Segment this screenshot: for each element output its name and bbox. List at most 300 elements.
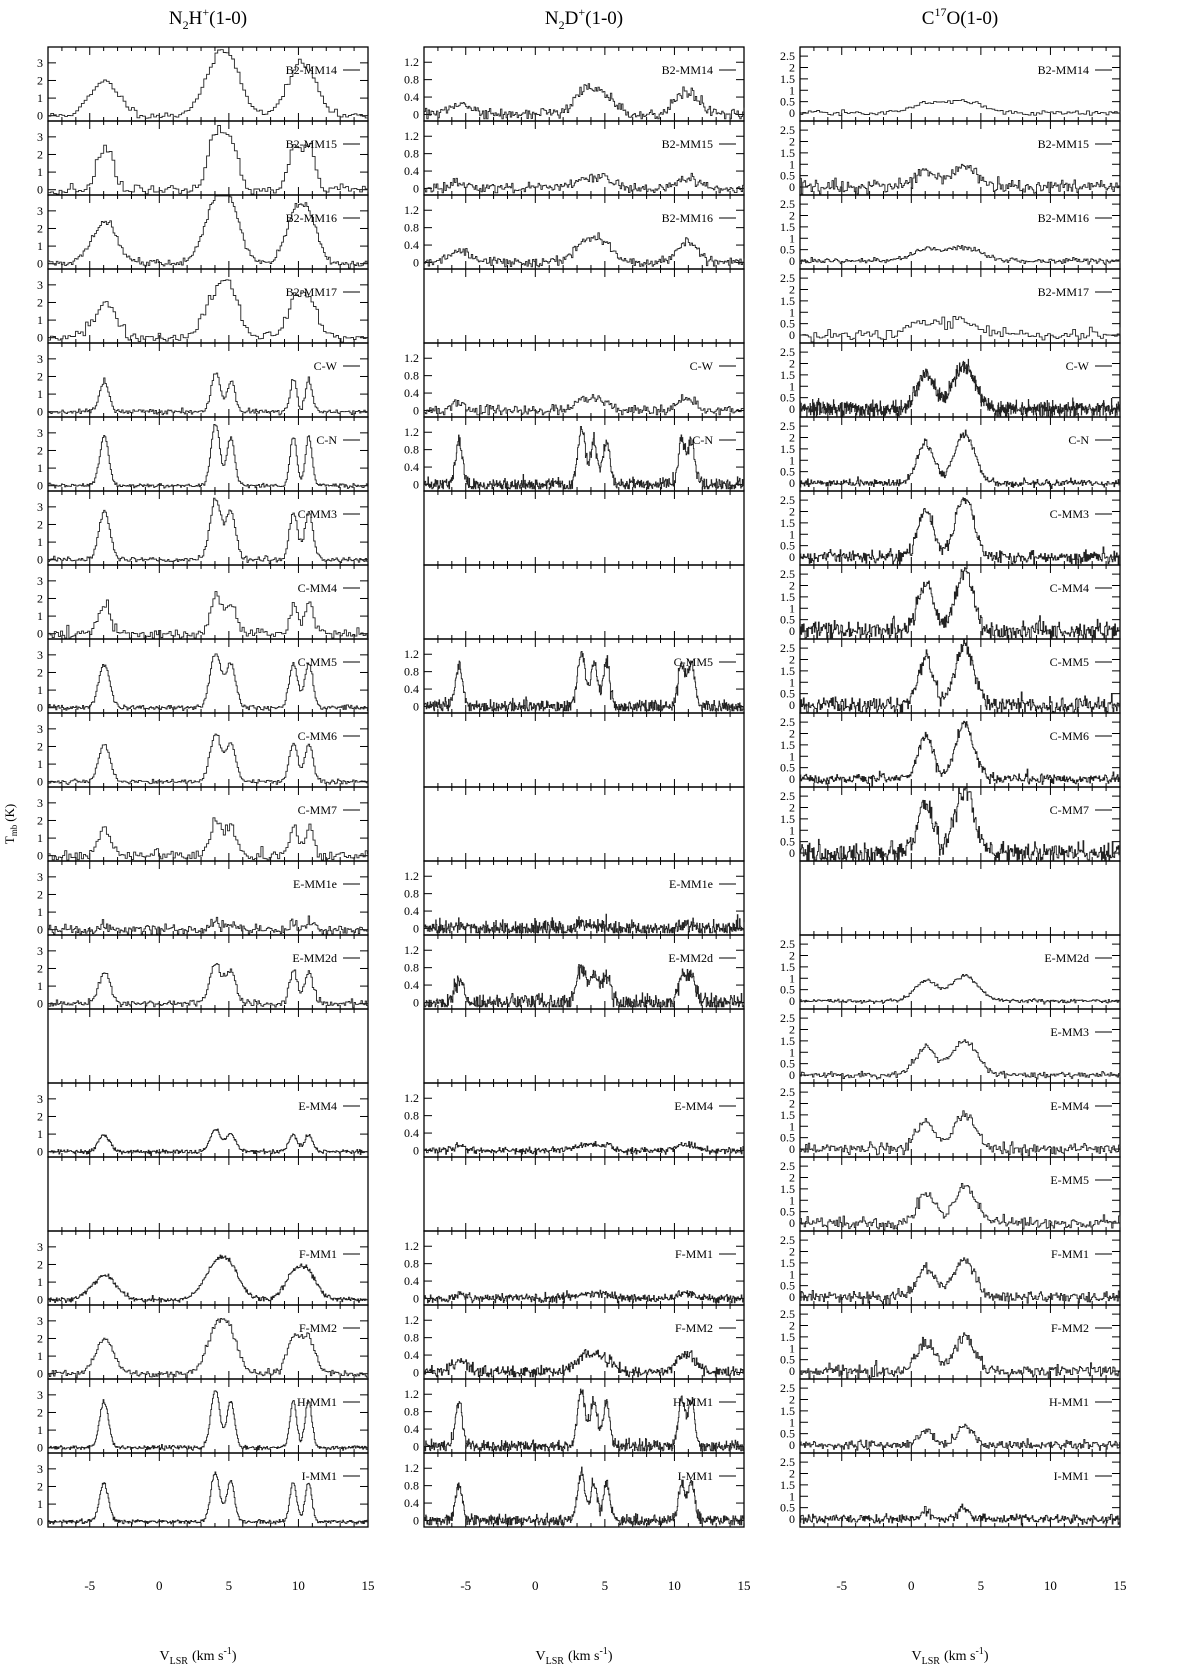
- y-tick-label: 1: [37, 905, 43, 920]
- spectrum-line: [800, 317, 1120, 342]
- x-tick-label: -5: [460, 1578, 472, 1593]
- spectrum-panel: [37, 121, 368, 197]
- spectrum-panel: [780, 195, 1120, 269]
- y-tick-label: 0.4: [404, 90, 419, 105]
- y-tick-label: 2: [789, 1022, 795, 1037]
- y-tick-label: 0: [789, 846, 795, 861]
- y-tick-label: 1.2: [404, 1461, 419, 1476]
- y-tick-label: 0: [37, 1514, 43, 1529]
- x-tick-label: 0: [532, 1578, 539, 1593]
- y-tick-label: 0: [413, 1291, 419, 1306]
- spectrum-line: [424, 233, 744, 267]
- y-tick-label: 0.5: [780, 1056, 795, 1071]
- source-label: E-MM1e: [669, 877, 713, 891]
- source-label: F-MM2: [1050, 1321, 1089, 1335]
- y-tick-label: 2: [789, 282, 795, 297]
- source-label: C-MM6: [1049, 729, 1089, 743]
- y-tick-label: 0: [789, 772, 795, 787]
- panel-frame: [800, 861, 1120, 935]
- panel-frame: [424, 121, 744, 195]
- y-tick-label: 2: [789, 1392, 795, 1407]
- spectrum-line: [800, 1040, 1120, 1079]
- x-tick-label: -5: [836, 1578, 848, 1593]
- y-tick-label: 2: [37, 1331, 43, 1346]
- y-tick-label: 1: [37, 239, 43, 254]
- y-tick-label: 2: [789, 652, 795, 667]
- source-label: C-MM5: [673, 655, 713, 669]
- panel-frame: [48, 1009, 368, 1083]
- x-tick-label: 10: [667, 1578, 681, 1593]
- spectrum-panel: [404, 1453, 744, 1527]
- x-tick-label: 0: [908, 1578, 915, 1593]
- y-tick-label: 1: [789, 675, 795, 690]
- y-tick-label: 2.5: [780, 123, 795, 138]
- panel-frame: [800, 639, 1120, 713]
- x-tick-label: 15: [361, 1578, 375, 1593]
- source-label: B2-MM14: [661, 63, 713, 77]
- y-tick-label: 0.8: [404, 664, 419, 679]
- y-tick-label: 0: [789, 106, 795, 121]
- y-tick-label: 2.5: [780, 1455, 795, 1470]
- panel-frame: [800, 47, 1120, 121]
- y-tick-label: 1: [789, 379, 795, 394]
- spectrum-panel: [780, 343, 1120, 417]
- y-tick-label: 1: [789, 1489, 795, 1504]
- spectrum-panel: [780, 1083, 1120, 1157]
- spectrum-panel: [780, 417, 1120, 491]
- panel-frame: [424, 491, 744, 565]
- panel-frame: [48, 861, 368, 935]
- spectrum-line: [48, 964, 368, 1008]
- panel-frame: [424, 417, 744, 491]
- spectrum-line: [48, 1129, 368, 1156]
- spectrum-panel: [37, 417, 368, 493]
- panel-frame: [48, 639, 368, 713]
- spectrum-line: [800, 1333, 1119, 1378]
- source-label: E-MM2d: [292, 951, 337, 965]
- y-tick-label: 2: [789, 430, 795, 445]
- y-tick-label: 3: [37, 499, 43, 514]
- y-tick-label: 1: [789, 971, 795, 986]
- spectrum-line: [800, 1183, 1120, 1230]
- panel-frame: [424, 1009, 744, 1083]
- spectrum-panel: [780, 47, 1120, 121]
- source-label: F-MM1: [1050, 1247, 1089, 1261]
- spectrum-line: [800, 974, 1119, 1004]
- source-label: B2-MM15: [661, 137, 713, 151]
- panel-frame: [48, 269, 368, 343]
- panel-frame: [800, 195, 1120, 269]
- y-tick-label: 0: [413, 181, 419, 196]
- y-tick-label: 3: [37, 351, 43, 366]
- empty-panel: [424, 1157, 744, 1231]
- spectrum-panel: [780, 565, 1120, 639]
- source-label: C-N: [1068, 433, 1089, 447]
- x-tick-label: 15: [737, 1578, 751, 1593]
- y-tick-label: 1: [37, 1349, 43, 1364]
- source-label: C-MM3: [1049, 507, 1089, 521]
- y-tick-label: 2: [789, 1096, 795, 1111]
- source-label: C-W: [689, 359, 713, 373]
- y-tick-label: 0: [789, 180, 795, 195]
- source-label: B2-MM16: [1037, 211, 1089, 225]
- y-tick-label: 0: [37, 1292, 43, 1307]
- spectrum-panel: [404, 935, 744, 1009]
- spectrum-panel: [37, 639, 368, 715]
- y-tick-label: 3: [37, 55, 43, 70]
- y-tick-label: 0.8: [404, 886, 419, 901]
- panel-frame: [800, 417, 1120, 491]
- y-tick-label: 0.8: [404, 1404, 419, 1419]
- y-tick-label: 2: [37, 1257, 43, 1272]
- y-tick-label: 2: [37, 221, 43, 236]
- column-title: $N_2H^+(1-0)$: [168, 5, 248, 32]
- spectrum-line: [424, 1142, 744, 1155]
- spectrum-panel: [37, 787, 368, 863]
- y-tick-label: 2: [789, 1170, 795, 1185]
- spectrum-panel: [37, 1083, 368, 1159]
- spectrum-line: [48, 50, 368, 119]
- panel-frame: [424, 269, 744, 343]
- spectrum-panel: [780, 935, 1120, 1009]
- source-label: C-MM3: [297, 507, 337, 521]
- spectrum-panel: [37, 343, 368, 419]
- y-tick-label: 0: [37, 330, 43, 345]
- panel-frame: [800, 121, 1120, 195]
- y-tick-label: 0.5: [780, 612, 795, 627]
- y-tick-label: 1: [789, 453, 795, 468]
- y-tick-label: 2: [37, 739, 43, 754]
- y-tick-label: 0.4: [404, 164, 419, 179]
- y-tick-label: 2: [789, 1244, 795, 1259]
- y-tick-label: 1.5: [780, 145, 795, 160]
- y-tick-label: 0.8: [404, 1330, 419, 1345]
- y-tick-label: 0: [789, 1512, 795, 1527]
- y-tick-label: 1.2: [404, 647, 419, 662]
- y-tick-label: 0.5: [780, 464, 795, 479]
- y-tick-label: 0: [37, 478, 43, 493]
- panel-frame: [48, 491, 368, 565]
- x-axis-label: $V_{LSR}$ (km $s^{-1}$): [535, 1646, 613, 1667]
- x-tick-label: 0: [156, 1578, 163, 1593]
- panel-frame: [424, 1083, 744, 1157]
- y-tick-label: 2.5: [780, 345, 795, 360]
- y-tick-label: 1: [789, 823, 795, 838]
- y-tick-label: 0: [413, 255, 419, 270]
- spectrum-line: [424, 914, 744, 933]
- y-tick-label: 0: [789, 1142, 795, 1157]
- y-tick-label: 1: [789, 601, 795, 616]
- panel-frame: [800, 269, 1120, 343]
- source-label: F-MM2: [674, 1321, 713, 1335]
- y-tick-label: 0.4: [404, 1422, 419, 1437]
- y-tick-label: 2: [37, 591, 43, 606]
- y-tick-label: 1: [789, 231, 795, 246]
- panel-frame: [424, 195, 744, 269]
- panel-frame: [48, 1231, 368, 1305]
- y-tick-label: 1.5: [780, 1329, 795, 1344]
- spectrum-line: [48, 916, 368, 934]
- spectrum-panel: [780, 639, 1120, 713]
- y-tick-label: 2: [37, 665, 43, 680]
- panel-frame: [48, 417, 368, 491]
- panel-frame: [48, 787, 368, 861]
- column-title: $C^{17}O(1-0)$: [921, 5, 999, 29]
- source-label: I-MM1: [301, 1469, 337, 1483]
- source-label: C-MM7: [297, 803, 337, 817]
- y-tick-label: 2: [789, 134, 795, 149]
- spectrum-line: [800, 1111, 1120, 1156]
- spectrum-line: [800, 640, 1120, 712]
- source-label: C-MM5: [297, 655, 337, 669]
- x-tick-label: 15: [1113, 1578, 1127, 1593]
- y-tick-label: 2: [37, 443, 43, 458]
- y-tick-label: 0.5: [780, 1500, 795, 1515]
- y-tick-label: 1.2: [404, 425, 419, 440]
- y-tick-label: 3: [37, 1313, 43, 1328]
- spectrum-line: [48, 818, 367, 860]
- spectrum-line: [424, 84, 744, 119]
- y-tick-label: 0: [37, 108, 43, 123]
- panel-frame: [424, 343, 744, 417]
- y-tick-label: 1.5: [780, 1107, 795, 1122]
- y-tick-label: 0: [789, 1364, 795, 1379]
- y-tick-label: 3: [37, 1387, 43, 1402]
- y-tick-label: 0.4: [404, 978, 419, 993]
- y-tick-label: 0: [413, 477, 419, 492]
- source-label: B2-MM16: [661, 211, 713, 225]
- y-tick-label: 1.2: [404, 351, 419, 366]
- panel-frame: [800, 935, 1120, 1009]
- y-tick-label: 2: [789, 1318, 795, 1333]
- y-tick-label: 0: [413, 403, 419, 418]
- y-tick-label: 2.5: [780, 715, 795, 730]
- x-axis-label: $V_{LSR}$ (km $s^{-1}$): [911, 1646, 989, 1667]
- spectrum-line: [800, 164, 1120, 194]
- y-tick-label: 0.5: [780, 242, 795, 257]
- y-tick-label: 1: [789, 1415, 795, 1430]
- y-tick-label: 2.5: [780, 937, 795, 952]
- y-tick-label: 1.5: [780, 1477, 795, 1492]
- source-label: E-MM3: [1050, 1025, 1089, 1039]
- y-tick-label: 0: [37, 552, 43, 567]
- y-tick-label: 1: [37, 831, 43, 846]
- y-tick-label: 1: [789, 305, 795, 320]
- spectrum-line: [48, 1255, 368, 1303]
- spectrum-panel: [404, 121, 744, 195]
- spectrum-line: [48, 592, 367, 639]
- y-tick-label: 3: [37, 869, 43, 884]
- y-tick-label: 0: [789, 1438, 795, 1453]
- panel-frame: [424, 565, 744, 639]
- y-axis-label: $T_{mb}(K)$: [2, 803, 19, 845]
- source-label: I-MM1: [677, 1469, 713, 1483]
- panel-frame: [424, 713, 744, 787]
- y-tick-label: 0: [37, 626, 43, 641]
- y-tick-label: 1.5: [780, 663, 795, 678]
- y-tick-label: 2.5: [780, 1011, 795, 1026]
- y-tick-label: 2.5: [780, 567, 795, 582]
- y-tick-label: 1.5: [780, 367, 795, 382]
- y-tick-label: 0.5: [780, 1426, 795, 1441]
- y-tick-label: 0: [789, 994, 795, 1009]
- spectrum-panel: [780, 1453, 1120, 1527]
- y-tick-label: 0.4: [404, 1496, 419, 1511]
- y-tick-label: 1: [789, 157, 795, 172]
- y-tick-label: 2: [37, 961, 43, 976]
- source-label: C-MM4: [297, 581, 337, 595]
- panel-frame: [424, 1157, 744, 1231]
- spectrum-line: [800, 246, 1120, 265]
- y-tick-label: 2.5: [780, 1159, 795, 1174]
- panel-frame: [424, 787, 744, 861]
- spectrum-line: [48, 373, 368, 415]
- y-tick-label: 0: [37, 922, 43, 937]
- empty-panel: [48, 1009, 368, 1083]
- y-tick-label: 2: [789, 578, 795, 593]
- y-tick-label: 3: [37, 1091, 43, 1106]
- y-tick-label: 0: [413, 107, 419, 122]
- source-label: B2-MM14: [1037, 63, 1089, 77]
- y-tick-label: 0.8: [404, 146, 419, 161]
- x-tick-label: 5: [977, 1578, 985, 1593]
- y-tick-label: 0.5: [780, 168, 795, 183]
- spectrum-line: [424, 395, 744, 415]
- source-label: C-MM6: [297, 729, 337, 743]
- y-tick-label: 0: [413, 1143, 419, 1158]
- y-tick-label: 0: [789, 328, 795, 343]
- y-tick-label: 0.4: [404, 238, 419, 253]
- source-label: B2-MM15: [285, 137, 337, 151]
- y-tick-label: 1.2: [404, 1313, 419, 1328]
- y-tick-label: 3: [37, 795, 43, 810]
- empty-panel: [424, 1009, 744, 1083]
- y-tick-label: 1.5: [780, 1403, 795, 1418]
- source-label: C-W: [313, 359, 337, 373]
- y-tick-label: 3: [37, 129, 43, 144]
- y-tick-label: 2.5: [780, 1381, 795, 1396]
- panel-frame: [48, 713, 368, 787]
- y-tick-label: 1: [37, 1423, 43, 1438]
- y-tick-label: 1.5: [780, 71, 795, 86]
- y-tick-label: 1.5: [780, 589, 795, 604]
- spectrum-panel: [404, 47, 744, 121]
- empty-panel: [424, 491, 744, 565]
- spectrum-panel: [37, 1231, 368, 1307]
- y-tick-label: 3: [37, 277, 43, 292]
- x-tick-label: 5: [601, 1578, 609, 1593]
- y-tick-label: 1: [37, 757, 43, 772]
- x-tick-label: -5: [84, 1578, 96, 1593]
- y-tick-label: 0.5: [780, 1278, 795, 1293]
- y-tick-label: 2: [37, 517, 43, 532]
- y-tick-label: 0.8: [404, 368, 419, 383]
- panel-frame: [800, 1157, 1120, 1231]
- spectrum-line: [48, 196, 367, 268]
- spectrum-panel: [37, 47, 368, 123]
- source-label: C-MM4: [1049, 581, 1089, 595]
- y-tick-label: 1: [37, 165, 43, 180]
- panel-frame: [48, 1157, 368, 1231]
- y-tick-label: 1: [789, 1045, 795, 1060]
- y-tick-label: 1: [789, 1341, 795, 1356]
- spectrum-line: [800, 568, 1120, 638]
- y-tick-label: 0: [789, 254, 795, 269]
- y-tick-label: 0: [37, 256, 43, 271]
- y-tick-label: 3: [37, 425, 43, 440]
- empty-panel: [48, 1157, 368, 1231]
- y-tick-label: 1: [789, 1119, 795, 1134]
- y-tick-label: 0: [37, 1366, 43, 1381]
- spectrum-line: [48, 126, 368, 195]
- spectra-column: [780, 5, 1127, 1667]
- y-tick-label: 0.8: [404, 442, 419, 457]
- y-tick-label: 2: [37, 369, 43, 384]
- spectrum-panel: [37, 861, 368, 937]
- y-tick-label: 0.4: [404, 904, 419, 919]
- x-tick-label: 5: [225, 1578, 233, 1593]
- source-label: C-MM7: [1049, 803, 1089, 817]
- y-tick-label: 0.8: [404, 72, 419, 87]
- panel-frame: [800, 1231, 1120, 1305]
- empty-panel: [424, 269, 744, 343]
- y-tick-label: 0.4: [404, 460, 419, 475]
- source-label: F-MM2: [298, 1321, 337, 1335]
- y-tick-label: 2: [37, 1479, 43, 1494]
- y-tick-label: 2.5: [780, 789, 795, 804]
- spectrum-line: [800, 1424, 1119, 1450]
- source-label: B2-MM15: [1037, 137, 1089, 151]
- source-label: E-MM4: [1050, 1099, 1089, 1113]
- panel-frame: [48, 121, 368, 195]
- y-tick-label: 1.5: [780, 293, 795, 308]
- empty-panel: [800, 861, 1120, 935]
- y-tick-label: 1: [37, 609, 43, 624]
- y-tick-label: 2: [789, 504, 795, 519]
- spectrum-panel: [37, 269, 368, 345]
- spectrum-panel: [37, 565, 368, 641]
- y-tick-label: 1.5: [780, 811, 795, 826]
- y-tick-label: 0: [789, 1068, 795, 1083]
- y-tick-label: 0: [413, 1365, 419, 1380]
- y-tick-label: 0.5: [780, 686, 795, 701]
- y-tick-label: 1.2: [404, 1091, 419, 1106]
- y-tick-label: 0: [37, 404, 43, 419]
- source-label: B2-MM17: [285, 285, 337, 299]
- source-label: E-MM4: [674, 1099, 713, 1113]
- spectrum-panel: [404, 343, 744, 417]
- y-tick-label: 2.5: [780, 49, 795, 64]
- y-tick-label: 2: [37, 295, 43, 310]
- spectrum-panel: [404, 1305, 744, 1379]
- y-tick-label: 0.5: [780, 760, 795, 775]
- y-tick-label: 2.5: [780, 197, 795, 212]
- y-tick-label: 1: [37, 535, 43, 550]
- y-tick-label: 0: [37, 700, 43, 715]
- y-tick-label: 1: [789, 527, 795, 542]
- y-tick-label: 1.2: [404, 129, 419, 144]
- spectrum-panel: [404, 1379, 744, 1453]
- spectrum-line: [800, 1258, 1119, 1304]
- x-tick-label: 10: [291, 1578, 305, 1593]
- y-tick-label: 1: [37, 91, 43, 106]
- panel-frame: [424, 47, 744, 121]
- source-label: F-MM1: [298, 1247, 337, 1261]
- y-tick-label: 0: [413, 1513, 419, 1528]
- y-tick-label: 0.8: [404, 1478, 419, 1493]
- y-tick-label: 3: [37, 721, 43, 736]
- y-tick-label: 1.5: [780, 1255, 795, 1270]
